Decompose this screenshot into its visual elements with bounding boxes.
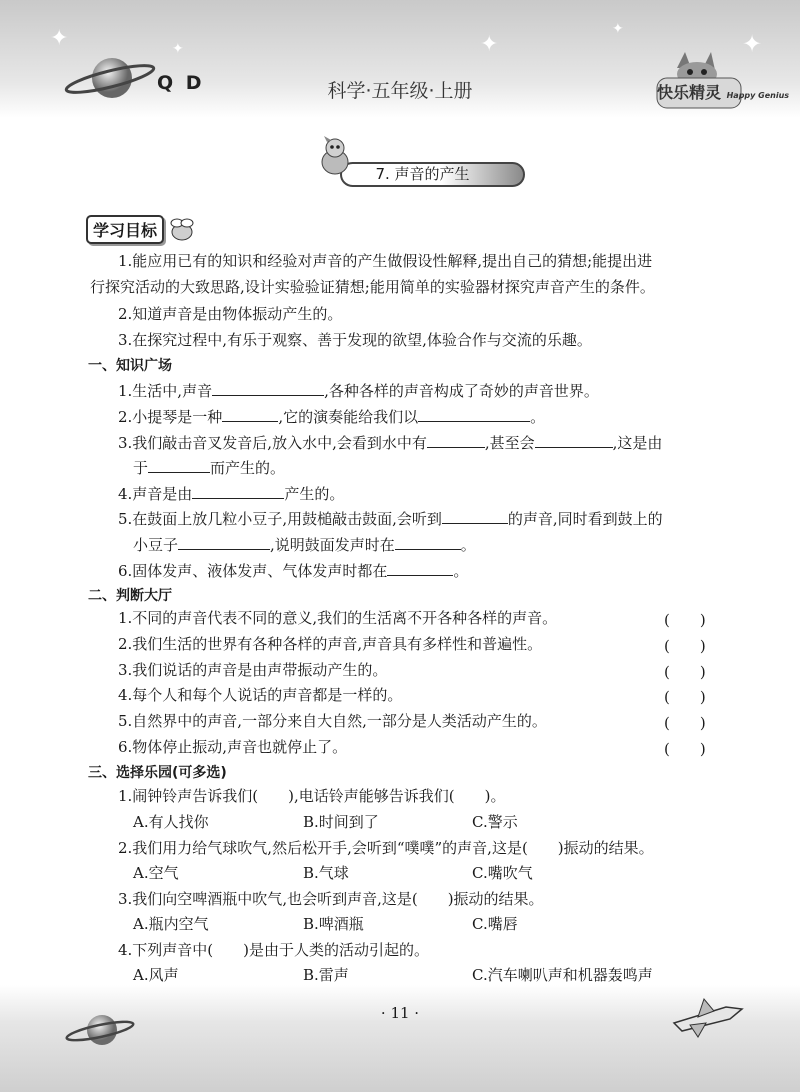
choice-question: 1.闹钟铃声告诉我们( ),电话铃声能够告诉我们( )。 xyxy=(118,787,506,805)
lesson-title: 7. 声音的产生 xyxy=(375,165,470,183)
choice-option[interactable]: C.嘴唇 xyxy=(472,915,518,933)
brand-english: Happy Genius xyxy=(726,91,790,100)
choice-option[interactable]: B.气球 xyxy=(303,864,349,882)
answer-blank[interactable] xyxy=(395,534,461,550)
fill-question-5: 5.在鼓面上放几粒小豆子,用鼓槌敲击鼓面,会听到 的声音,同时看到鼓上的 xyxy=(118,510,663,528)
bee-icon xyxy=(165,215,199,245)
choice-option[interactable]: A.空气 xyxy=(133,864,179,882)
page-number: · 11 · xyxy=(380,1004,420,1022)
choice-question: 2.我们用力给气球吹气,然后松开手,会听到“噗噗”的声音,这是( )振动的结果。 xyxy=(118,839,654,857)
choice-option[interactable]: A.风声 xyxy=(133,966,179,984)
judge-item: 5.自然界中的声音,一部分来自大自然,一部分是人类活动产生的。 xyxy=(118,712,547,730)
judge-item: 6.物体停止振动,声音也就停止了。 xyxy=(118,738,348,756)
choice-question: 3.我们向空啤酒瓶中吹气,也会听到声音,这是( )振动的结果。 xyxy=(118,890,544,908)
fill-question-3: 3.我们敲击音叉发音后,放入水中,会看到水中有 ,甚至会 ,这是由 xyxy=(118,434,663,452)
goal-line: 行探究活动的大致思路,设计实验验证猜想;能用简单的实验器材探究声音产生的条件。 xyxy=(90,278,655,296)
series-code: Q D xyxy=(157,72,205,94)
star-icon: ✦ xyxy=(742,30,763,58)
star-icon: ✦ xyxy=(612,21,624,37)
goal-line: 2.知道声音是由物体振动产生的。 xyxy=(118,305,343,323)
fill-question-6: 6.固体发声、液体发声、气体发声时都在 。 xyxy=(118,562,469,580)
learning-goals-heading: 学习目标 xyxy=(86,215,199,245)
star-icon: ✦ xyxy=(50,26,69,51)
fill-question-2: 2.小提琴是一种 ,它的演奏能给我们以 。 xyxy=(118,408,546,426)
judge-item: 4.每个人和每个人说话的声音都是一样的。 xyxy=(118,686,403,704)
fill-question-3-cont: 于 而产生的。 xyxy=(133,459,286,477)
goal-line: 3.在探究过程中,有乐于观察、善于发现的欲望,体验合作与交流的乐趣。 xyxy=(118,331,592,349)
choice-option[interactable]: A.瓶内空气 xyxy=(133,915,209,933)
fill-question-1: 1.生活中,声音 ,各种各样的声音构成了奇妙的声音世界。 xyxy=(118,382,599,400)
lesson-title-banner xyxy=(305,150,535,192)
choice-option[interactable]: B.时间到了 xyxy=(303,813,379,831)
answer-blank[interactable] xyxy=(535,432,613,448)
answer-parentheses[interactable]: ( ) xyxy=(664,611,706,629)
answer-parentheses[interactable]: ( ) xyxy=(664,637,706,655)
fill-question-5-cont: 小豆子 ,说明鼓面发声时在 。 xyxy=(133,536,476,554)
section-heading: 三、选择乐园(可多选) xyxy=(88,765,227,781)
choice-option[interactable]: B.啤酒瓶 xyxy=(303,915,364,933)
choice-option[interactable]: A.有人找你 xyxy=(133,813,209,831)
answer-blank[interactable] xyxy=(192,483,284,499)
star-icon: ✦ xyxy=(480,32,499,57)
choice-option[interactable]: C.警示 xyxy=(472,813,518,831)
choice-option[interactable]: C.嘴吹气 xyxy=(472,864,533,882)
answer-blank[interactable] xyxy=(427,432,485,448)
answer-parentheses[interactable]: ( ) xyxy=(664,663,706,681)
answer-parentheses[interactable]: ( ) xyxy=(664,740,706,758)
brand-name: 快乐精灵 Happy Genius xyxy=(657,83,790,102)
page-header xyxy=(0,0,800,118)
answer-parentheses[interactable]: ( ) xyxy=(664,688,706,706)
choice-option[interactable]: B.雷声 xyxy=(303,966,349,984)
dragon-mascot-icon xyxy=(315,136,355,178)
answer-blank[interactable] xyxy=(178,534,270,550)
judge-item: 2.我们生活的世界有各种各样的声音,声音具有多样性和普遍性。 xyxy=(118,635,543,653)
answer-blank[interactable] xyxy=(387,560,453,576)
section-heading: 一、知识广场 xyxy=(88,358,172,374)
answer-blank[interactable] xyxy=(222,406,278,422)
title-ribbon xyxy=(340,162,525,187)
fill-question-4: 4.声音是由 产生的。 xyxy=(118,485,345,503)
section-heading: 二、判断大厅 xyxy=(88,588,172,604)
book-title: 科学·五年级·上册 xyxy=(327,80,473,102)
answer-blank[interactable] xyxy=(418,406,530,422)
star-icon: ✦ xyxy=(172,41,184,57)
judge-item: 1.不同的声音代表不同的意义,我们的生活离不开各种各样的声音。 xyxy=(118,609,558,627)
choice-question: 4.下列声音中( )是由于人类的活动引起的。 xyxy=(118,941,430,959)
answer-blank[interactable] xyxy=(148,457,210,473)
choice-option[interactable]: C.汽车喇叭声和机器轰鸣声 xyxy=(472,966,653,984)
page-footer xyxy=(0,985,800,1092)
judge-item: 3.我们说话的声音是由声带振动产生的。 xyxy=(118,661,388,679)
goal-line: 1.能应用已有的知识和经验对声音的产生做假设性解释,提出自己的猜想;能提出进 xyxy=(118,252,653,270)
answer-parentheses[interactable]: ( ) xyxy=(664,714,706,732)
answer-blank[interactable] xyxy=(442,508,508,524)
answer-blank[interactable] xyxy=(212,380,324,396)
